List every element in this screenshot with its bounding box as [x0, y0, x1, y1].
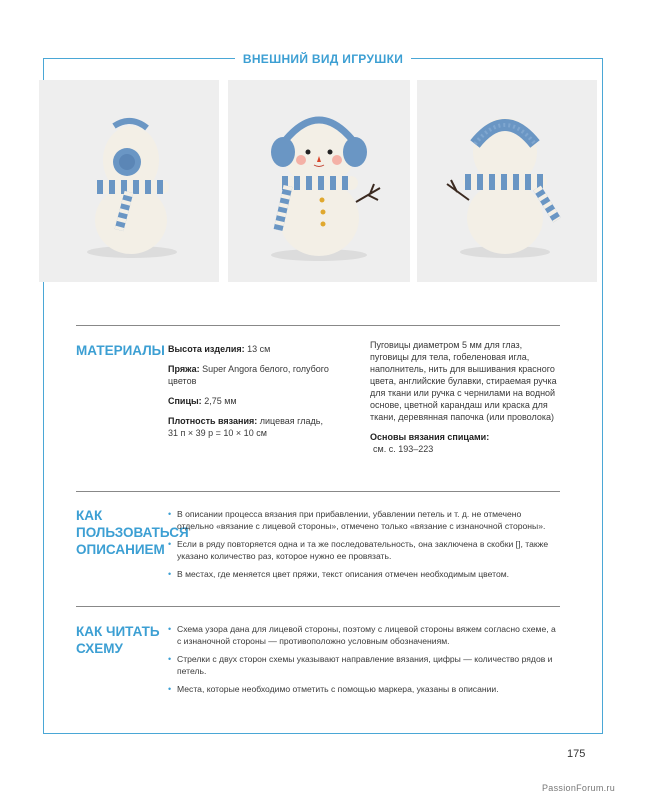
list-item: • В местах, где меняется цвет пряжи, текст описания отмечен необходимым цветом. [168, 569, 510, 579]
list-item: • Схема узора дана для лицевой стороны, поэтому с лицевой стороны вяжем согласно схеме, а с изнаночной стороны — противоположно условным обозначениям. [168, 624, 556, 646]
howto-list [168, 508, 560, 586]
basics-line: Основы вязания спицами: см. с. 193–223 [370, 432, 490, 454]
snowman-back-image [417, 80, 597, 282]
photo-side-view [39, 80, 219, 282]
chart-title: КАК ЧИТАТЬ СХЕМУ [76, 624, 160, 656]
size-line: Высота изделия: 13 см [168, 344, 271, 354]
materials-title: МАТЕРИАЛЫ [76, 343, 165, 358]
list-item: • Стрелки с двух сторон схемы указывают направление вязания, цифры — количество рядов и петель. [168, 654, 553, 676]
snowman-side-image [39, 80, 219, 282]
extras-text: Пуговицы диаметром 5 мм для глаз, пуговицы для тела, гобеленовая игла, наполнитель, нить для вышивания красного цвета, английские булавки, стираемая ручка для ткани или ручка с чернилами на водной основе, цветной карандаш или краска для ткани, деревянная папочка (или проволока) [370, 340, 557, 422]
photo-back-view [417, 80, 597, 282]
materials-specs [168, 343, 353, 447]
section-divider [76, 325, 560, 326]
watermark: PassionForum.ru [542, 783, 616, 793]
section-divider [76, 606, 560, 607]
materials-extras [370, 339, 562, 463]
chart-list [168, 623, 560, 701]
photo-front-view [228, 80, 410, 282]
page-number: 175 [567, 748, 586, 760]
yarn-line: Пряжа: Super Angora белого, голубого цветов [168, 364, 329, 386]
list-item: • В описании процесса вязания при прибавлении, убавлении петель и т. д. не отмечено отдельно «вязание с лицевой стороны», отмечено только «вязание с изнаночной стороны». [168, 509, 546, 531]
howto-title: КАК ПОЛЬЗОВАТЬСЯ ОПИСАНИЕМ [76, 508, 189, 557]
page-header-title: ВНЕШНИЙ ВИД ИГРУШКИ [235, 50, 411, 68]
section-divider [76, 491, 560, 492]
snowman-front-image [228, 80, 410, 282]
density-line: Плотность вязания: лицевая гладь, 31 п × 39 р = 10 × 10 см [168, 416, 323, 438]
needles-line: Спицы: 2,75 мм [168, 396, 237, 406]
list-item: • Если в ряду повторяется одна и та же последовательность, она заключена в скобки [], также указано количество раз, которое нужно ее провязать. [168, 539, 549, 561]
list-item: • Места, которые необходимо отметить с помощью маркера, указаны в описании. [168, 684, 499, 694]
